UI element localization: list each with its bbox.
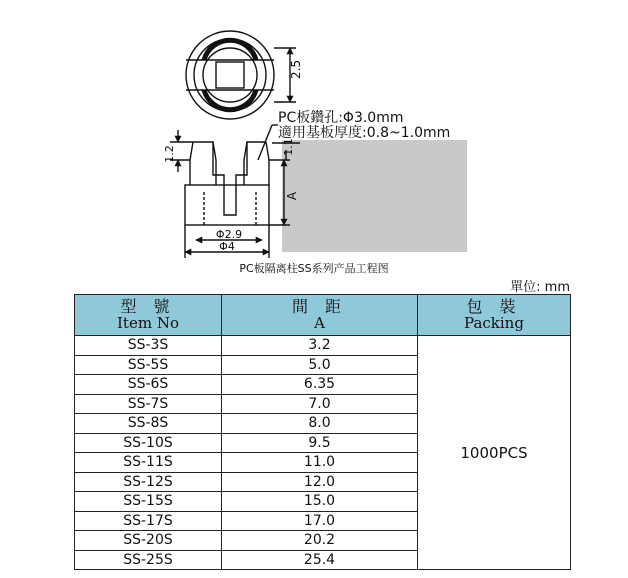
packing-cell: 1000PCS xyxy=(418,336,571,570)
item-no-cell: SS-25S xyxy=(75,550,222,570)
dim-2-9: Φ2.9 xyxy=(215,228,243,241)
spacing-cell: 3.2 xyxy=(222,336,418,356)
item-no-cell: SS-11S xyxy=(75,453,222,473)
engineering-drawing xyxy=(0,0,628,260)
drawing-caption: PC板隔离柱SS系列产品工程图 xyxy=(239,262,389,275)
table-body xyxy=(75,336,571,570)
item-no-cell: SS-7S xyxy=(75,394,222,414)
spacing-cell: 20.2 xyxy=(222,531,418,551)
table-row xyxy=(75,336,571,356)
item-no-cell: SS-17S xyxy=(75,511,222,531)
dim-1-1: 1.1 xyxy=(282,138,295,156)
item-no-cell: SS-6S xyxy=(75,375,222,395)
header-en: Item No xyxy=(117,314,179,332)
item-no-cell: SS-12S xyxy=(75,472,222,492)
spacing-cell: 25.4 xyxy=(222,550,418,570)
spacing-cell: 11.0 xyxy=(222,453,418,473)
thickness-label: 適用基板厚度:0.8~1.0mm xyxy=(278,125,451,141)
spacing-cell: 8.0 xyxy=(222,414,418,434)
item-no-cell: SS-10S xyxy=(75,433,222,453)
dim-1-2: 1.2 xyxy=(163,145,176,163)
item-no-cell: SS-15S xyxy=(75,492,222,512)
header-en: A xyxy=(314,314,325,332)
shadow-panel xyxy=(282,140,467,252)
item-no-cell: SS-8S xyxy=(75,414,222,434)
spacing-cell: 7.0 xyxy=(222,394,418,414)
dim-a: A xyxy=(285,191,299,201)
spacing-cell: 9.5 xyxy=(222,433,418,453)
unit-label: 單位: mm xyxy=(510,280,570,295)
header-zh: 型 號 xyxy=(120,297,176,316)
header-zh: 間 距 xyxy=(291,297,348,316)
spec-table xyxy=(74,294,571,570)
header-packing xyxy=(418,295,571,336)
spacing-cell: 15.0 xyxy=(222,492,418,512)
pc-hole-label: PC板鑽孔:Φ3.0mm xyxy=(278,110,404,126)
spacing-cell: 12.0 xyxy=(222,472,418,492)
spacing-cell: 5.0 xyxy=(222,355,418,375)
item-no-cell: SS-5S xyxy=(75,355,222,375)
spacing-cell: 6.35 xyxy=(222,375,418,395)
header-en: Packing xyxy=(464,314,524,332)
header-spacing xyxy=(222,295,418,336)
item-no-cell: SS-3S xyxy=(75,336,222,356)
dim-2-5: 2.5 xyxy=(289,59,303,79)
spacing-cell: 17.0 xyxy=(222,511,418,531)
header-zh: 包 裝 xyxy=(466,297,522,316)
dim-4: Φ4 xyxy=(219,240,235,253)
table-header-row xyxy=(75,295,571,336)
header-item-no xyxy=(75,295,222,336)
item-no-cell: SS-20S xyxy=(75,531,222,551)
